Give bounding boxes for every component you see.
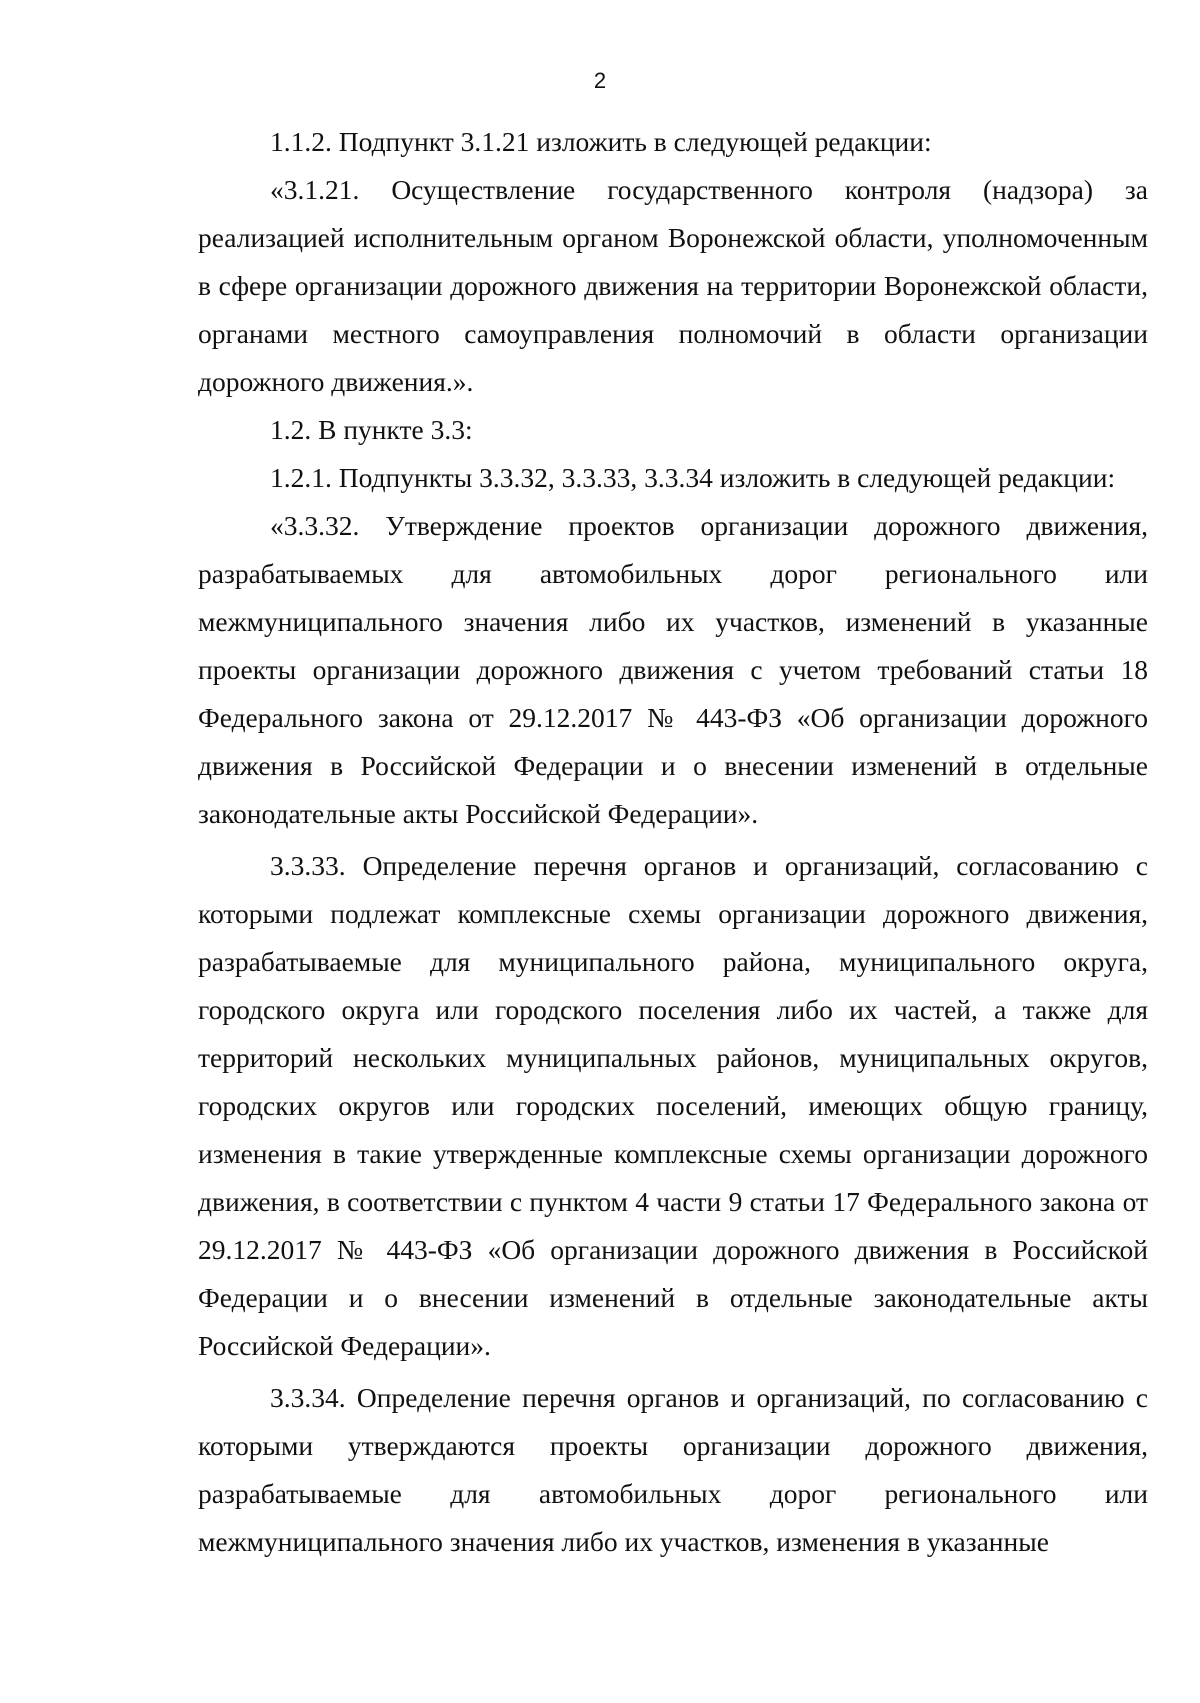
paragraph-3-3-32: «3.3.32. Утверждение проектов организации дорожного движения, разрабатываемых для автомобильных дорог регионального или межмуниципального значения либо их участков, изменений в указанные проекты организации дорожного движения с учетом требований статьи 18 Федерального закона от 29.12.2017 № 443-ФЗ «Об организации дорожного движения в Российской Федерации и о внесении изменений в отдельные законодательные акты Российской Федерации».: [198, 510, 1148, 829]
paragraph-1-2-1: 1.2.1. Подпункты 3.3.32, 3.3.33, 3.3.34 изложить в следующей редакции:: [270, 462, 1116, 493]
paragraph-1-1-2: 1.1.2. Подпункт 3.1.21 изложить в следующей редакции:: [270, 126, 932, 157]
paragraph-1-2: 1.2. В пункте 3.3:: [270, 414, 473, 445]
page-number: 2: [593, 68, 607, 93]
paragraph-3-3-33: 3.3.33. Определение перечня органов и организаций, согласованию с которыми подлежат комплексные схемы организации дорожного движения, разрабатываемые для муниципального района, муниципального округа, городского округа или городского поселения либо их частей, а также для территорий нескольких муниципальных районов, муниципальных округов, городских округов или городских поселений, имеющих общую границу, изменения в такие утвержденные комплексные схемы организации дорожного движения, в соответствии с пунктом 4 части 9 статьи 17 Федерального закона от 29.12.2017 № 443-ФЗ «Об организации дорожного движения в Российской Федерации и о внесении изменений в отдельные законодательные акты Российской Федерации».: [198, 850, 1148, 1361]
paragraph-3-3-34: 3.3.34. Определение перечня органов и организаций, по согласованию с которыми утверждаются проекты организации дорожного движения, разрабатываемые для автомобильных дорог регионального или межмуниципального значения либо их участков, изменения в указанные: [198, 1382, 1148, 1557]
paragraph-3-1-21: «3.1.21. Осуществление государственного контроля (надзора) за реализацией исполнительным органом Воронежской области, уполномоченным в сфере организации дорожного движения на территории Воронежской области, органами местного самоуправления полномочий в области организации дорожного движения.».: [198, 174, 1148, 397]
document-body: [198, 118, 1148, 1566]
